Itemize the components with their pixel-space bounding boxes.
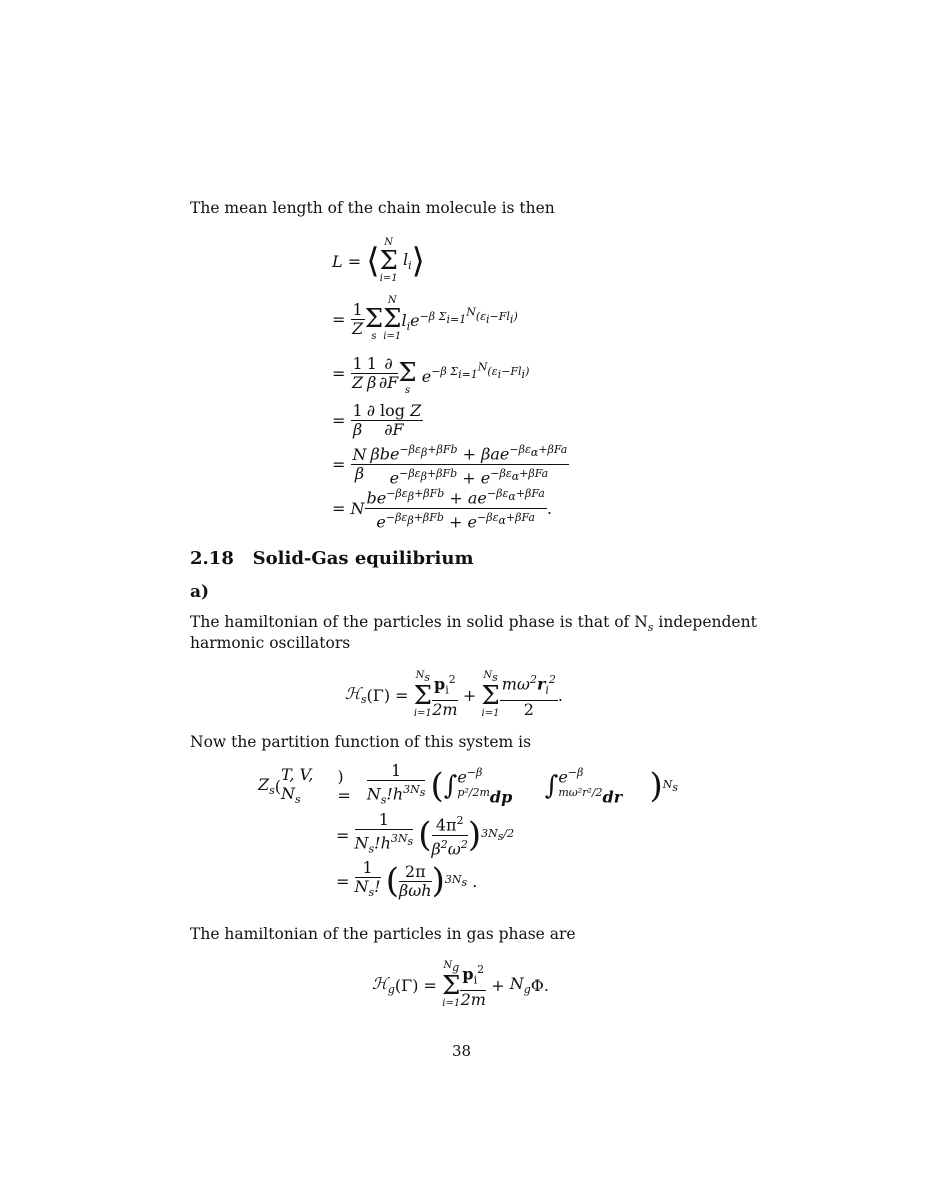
section-heading xyxy=(190,548,474,569)
partition-function-equation: $Z_s$ ( T, V, $N_s$ ) = $\frac{1}{N_s!h^{3N_s}}$ ( ∫ $e^{-\beta p^2/2m}dp$ ∫ $e^{-\beta m\omega^2r^2/2}dr$ ) $N_s$ = $\frac{1}{N_s!h^{3N_s}}$ ( $\frac{4\pi^2}{\beta^2\omega^2}$ ) $3N_s/2$ = $\frac{1}{N_s!}$ ( $\frac{2\pi}{\text{βωh}}$ ) $3N_s$ . xyxy=(258,761,678,901)
para-gas-hamiltonian: The hamiltonian of the particles in gas phase are xyxy=(190,925,576,943)
para1-line1: The hamiltonian of the particles in solid phase is that of N xyxy=(190,613,648,631)
gas-hamiltonian-equation: ℋ$_g$ (Γ) = $N_g$ Σ i=1 $\frac{p_i^2}{2m}$ + $N_g$ Φ. xyxy=(372,960,549,1009)
para1-subscript: s xyxy=(647,621,654,635)
section-number: 2.18 xyxy=(190,548,234,569)
solid-hamiltonian-equation: ℋ$_s$ (Γ) = $N_s$ Σ i=1 $\frac{p_i^2}{2m}$ + $N_s$ Σ i=1 $\frac{m\omega^2r_i^2}{2}$ . xyxy=(345,670,563,719)
page-number: 38 xyxy=(452,1042,472,1060)
para-partition: Now the partition function of this system is xyxy=(190,733,532,751)
mean-length-equation: L = ⟨ N Σ i=1 $l_i$ ⟩ = $\frac{1}{Z}$ Σ s N Σ i=1 $l_ie^{-\beta \Sigma_{i=1}^N(\varepsilon_i-Fl_i)}$ = $\frac{1}{Z}$ $\frac{1}{\beta}$ $\frac{\partial}{\partial F}$ Σ s $e^{-\beta \Sigma_{i=1}^N(\varepsilon_i-Fl_i)}$ = $\frac{1}{\beta}$ $\frac{\text{∂ log Z}}{\partial F}$ = $\frac{N}{\beta}$ $\frac{\beta be^{-\beta\varepsilon_\beta+\beta Fb} + \beta ae^{-\beta\varepsilon_\alpha+\beta Fa}}{e^{-\beta\varepsilon_\beta+\beta Fb} + e^{-\beta\varepsilon_\alpha+\beta Fa}}$ = N $\frac{be^{-\beta\varepsilon_\beta+\beta Fb} + ae^{-\beta\varepsilon_\alpha+\beta Fa}}{e^{-\beta\varepsilon_\beta+\beta Fb} + e^{-\beta\varepsilon_\alpha+\beta Fa}}$ . xyxy=(332,237,568,531)
para1-rest: independent xyxy=(653,613,757,631)
section-title: Solid-Gas equilibrium xyxy=(252,548,474,569)
subsection-label: a) xyxy=(190,582,210,602)
intro-text: The mean length of the chain molecule is then xyxy=(190,199,555,217)
para1-line2: harmonic oscillators xyxy=(190,634,351,652)
